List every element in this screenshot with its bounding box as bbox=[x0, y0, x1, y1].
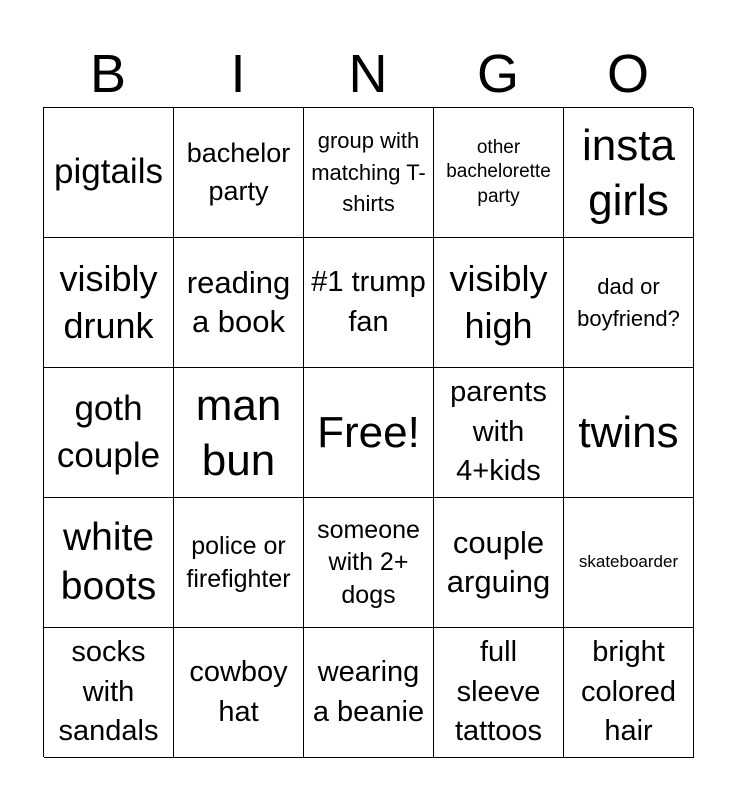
square-label: parents with 4+kids bbox=[450, 375, 547, 488]
square-label: insta girls bbox=[582, 120, 675, 225]
square-label: Free! bbox=[317, 408, 420, 457]
bingo-square[interactable] bbox=[44, 498, 174, 628]
square-label: other bachelorette party bbox=[446, 137, 551, 207]
header-letter-g: G bbox=[476, 44, 519, 104]
header-letter-b: B bbox=[89, 44, 127, 104]
bingo-square[interactable] bbox=[434, 368, 564, 498]
bingo-square[interactable] bbox=[174, 368, 304, 498]
bingo-square[interactable] bbox=[304, 628, 434, 758]
square-label: couple arguing bbox=[446, 524, 551, 599]
header-letter-o: O bbox=[606, 44, 649, 104]
bingo-square[interactable] bbox=[174, 628, 304, 758]
square-label: cowboy hat bbox=[189, 655, 288, 728]
bingo-square[interactable] bbox=[44, 108, 174, 238]
bingo-square[interactable] bbox=[44, 628, 174, 758]
square-label: white boots bbox=[60, 515, 157, 608]
square-label: bright colored hair bbox=[580, 635, 677, 748]
square-label: skateboarder bbox=[578, 552, 679, 572]
bingo-square[interactable] bbox=[304, 108, 434, 238]
header-letter-n: N bbox=[348, 44, 388, 104]
square-label: visibly drunk bbox=[59, 258, 158, 346]
bingo-square[interactable] bbox=[434, 108, 564, 238]
square-label: visibly high bbox=[449, 258, 548, 346]
bingo-square[interactable] bbox=[434, 628, 564, 758]
square-label: wearing a beanie bbox=[312, 655, 425, 728]
square-label: group with matching T-shirts bbox=[311, 127, 426, 217]
bingo-square[interactable] bbox=[434, 498, 564, 628]
square-label: goth couple bbox=[56, 389, 161, 475]
bingo-square[interactable] bbox=[304, 498, 434, 628]
bingo-square[interactable] bbox=[304, 238, 434, 368]
square-label: #1 trump fan bbox=[311, 265, 426, 338]
square-label: full sleeve tattoos bbox=[454, 635, 543, 748]
square-label: police or firefighter bbox=[186, 532, 291, 593]
square-label: someone with 2+ dogs bbox=[317, 515, 420, 609]
bingo-square[interactable] bbox=[564, 368, 694, 498]
bingo-grid bbox=[43, 107, 693, 757]
header-letter-i: I bbox=[230, 44, 246, 104]
bingo-header bbox=[43, 40, 693, 108]
square-label: bachelor party bbox=[186, 138, 291, 206]
bingo-square[interactable] bbox=[44, 368, 174, 498]
bingo-square[interactable] bbox=[564, 238, 694, 368]
square-label: reading a book bbox=[186, 264, 291, 339]
free-square[interactable] bbox=[304, 368, 434, 498]
bingo-square[interactable] bbox=[564, 628, 694, 758]
bingo-square[interactable] bbox=[44, 238, 174, 368]
square-label: socks with sandals bbox=[58, 635, 159, 748]
bingo-square[interactable] bbox=[564, 498, 694, 628]
square-label: dad or boyfriend? bbox=[577, 273, 680, 331]
square-label: man bun bbox=[195, 380, 282, 485]
bingo-square[interactable] bbox=[174, 108, 304, 238]
square-label: pigtails bbox=[54, 152, 163, 192]
square-label: twins bbox=[578, 408, 679, 457]
bingo-square[interactable] bbox=[174, 498, 304, 628]
bingo-square[interactable] bbox=[434, 238, 564, 368]
bingo-square[interactable] bbox=[564, 108, 694, 238]
bingo-square[interactable] bbox=[174, 238, 304, 368]
